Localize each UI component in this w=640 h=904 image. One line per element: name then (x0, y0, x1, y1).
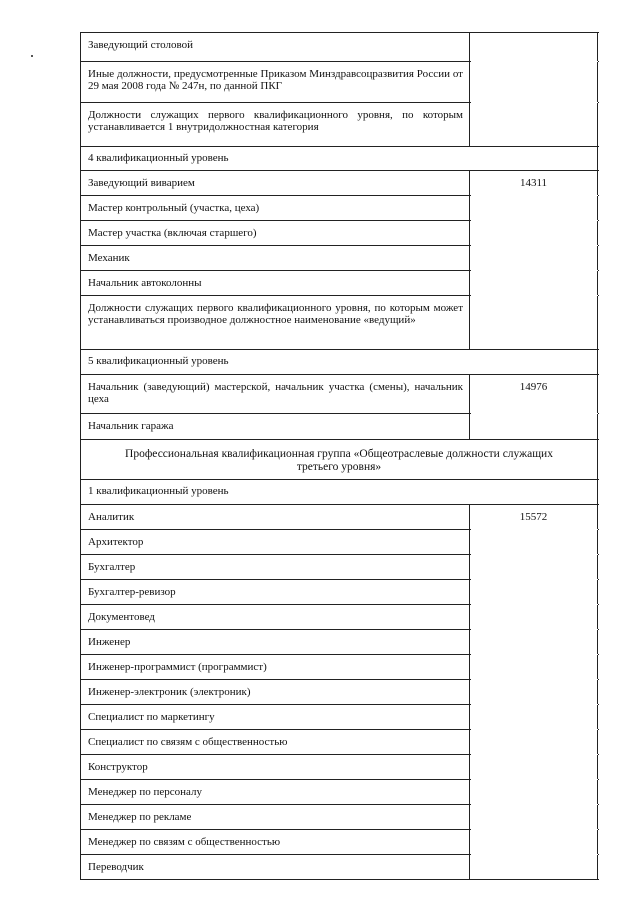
salary-cell (470, 414, 598, 439)
table-row (81, 221, 599, 246)
group-title: Профессиональная квалификационная группа «Общеотраслевые должности служащих третьего уровня» (81, 440, 598, 479)
salary-cell: 15572 (470, 505, 598, 529)
level-header-row (81, 480, 599, 505)
table-row (81, 271, 599, 296)
document-page (80, 32, 600, 880)
salary-cell (470, 103, 598, 146)
table-row (81, 605, 599, 630)
salary-cell (470, 33, 598, 61)
position-cell: Переводчик (81, 855, 470, 879)
position-cell: Должности служащих первого квалификационного уровня, по которым может устанавливаться производное должностное наименование «ведущий» (81, 296, 470, 349)
salary-cell (470, 780, 598, 804)
level-title: 4 квалификационный уровень (81, 147, 598, 170)
position-cell: Бухгалтер (81, 555, 470, 579)
position-cell: Мастер контрольный (участка, цеха) (81, 196, 470, 220)
table-row (81, 630, 599, 655)
group-header-row (81, 440, 599, 480)
salary-cell (470, 580, 598, 604)
table-row (81, 103, 599, 147)
salary-table (80, 32, 599, 880)
salary-cell (470, 755, 598, 779)
level-header-row (81, 147, 599, 171)
position-cell: Архитектор (81, 530, 470, 554)
position-cell: Специалист по маркетингу (81, 705, 470, 729)
position-cell: Инженер-электроник (электроник) (81, 680, 470, 704)
position-cell: Начальник (заведующий) мастерской, начальник участка (смены), начальник цеха (81, 375, 470, 413)
position-cell: Аналитик (81, 505, 470, 529)
salary-cell (470, 830, 598, 854)
table-row (81, 196, 599, 221)
position-cell: Заведующий виварием (81, 171, 470, 195)
table-row (81, 246, 599, 271)
table-row (81, 755, 599, 780)
salary-cell (470, 655, 598, 679)
salary-cell (470, 805, 598, 829)
table-row (81, 580, 599, 605)
scan-speck (31, 55, 33, 57)
table-row (81, 296, 599, 350)
position-cell: Документовед (81, 605, 470, 629)
salary-cell (470, 296, 598, 349)
position-cell: Конструктор (81, 755, 470, 779)
position-cell: Менеджер по персоналу (81, 780, 470, 804)
salary-cell (470, 555, 598, 579)
salary-cell: 14311 (470, 171, 598, 195)
table-row (81, 830, 599, 855)
salary-cell (470, 246, 598, 270)
position-cell: Специалист по связям с общественностью (81, 730, 470, 754)
level-title: 1 квалификационный уровень (81, 480, 598, 504)
level-header-row (81, 350, 599, 375)
table-row (81, 555, 599, 580)
salary-cell (470, 196, 598, 220)
salary-cell (470, 605, 598, 629)
salary-cell (470, 855, 598, 879)
position-cell: Бухгалтер-ревизор (81, 580, 470, 604)
level-title: 5 квалификационный уровень (81, 350, 598, 374)
position-cell: Должности служащих первого квалификационного уровня, по которым устанавливается 1 внутридолжностная категория (81, 103, 470, 146)
table-row (81, 62, 599, 103)
salary-cell (470, 530, 598, 554)
table-row (81, 730, 599, 755)
table-row (81, 33, 599, 62)
table-row (81, 805, 599, 830)
table-row (81, 530, 599, 555)
table-row (81, 375, 599, 414)
salary-cell (470, 730, 598, 754)
salary-cell: 14976 (470, 375, 598, 413)
salary-cell (470, 705, 598, 729)
position-cell: Заведующий столовой (81, 33, 470, 61)
position-cell: Начальник автоколонны (81, 271, 470, 295)
position-cell: Иные должности, предусмотренные Приказом Минздравсоцразвития России от 29 мая 2008 года № 247н, по данной ПКГ (81, 62, 470, 102)
position-cell: Начальник гаража (81, 414, 470, 439)
position-cell: Менеджер по связям с общественностью (81, 830, 470, 854)
position-cell: Менеджер по рекламе (81, 805, 470, 829)
table-row (81, 780, 599, 805)
table-row (81, 171, 599, 196)
table-row (81, 414, 599, 440)
table-row (81, 705, 599, 730)
position-cell: Мастер участка (включая старшего) (81, 221, 470, 245)
salary-cell (470, 680, 598, 704)
table-row (81, 655, 599, 680)
position-cell: Инженер (81, 630, 470, 654)
salary-cell (470, 630, 598, 654)
salary-cell (470, 62, 598, 102)
position-cell: Механик (81, 246, 470, 270)
salary-cell (470, 271, 598, 295)
table-row (81, 505, 599, 530)
salary-cell (470, 221, 598, 245)
table-row (81, 680, 599, 705)
table-row (81, 855, 599, 880)
position-cell: Инженер-программист (программист) (81, 655, 470, 679)
